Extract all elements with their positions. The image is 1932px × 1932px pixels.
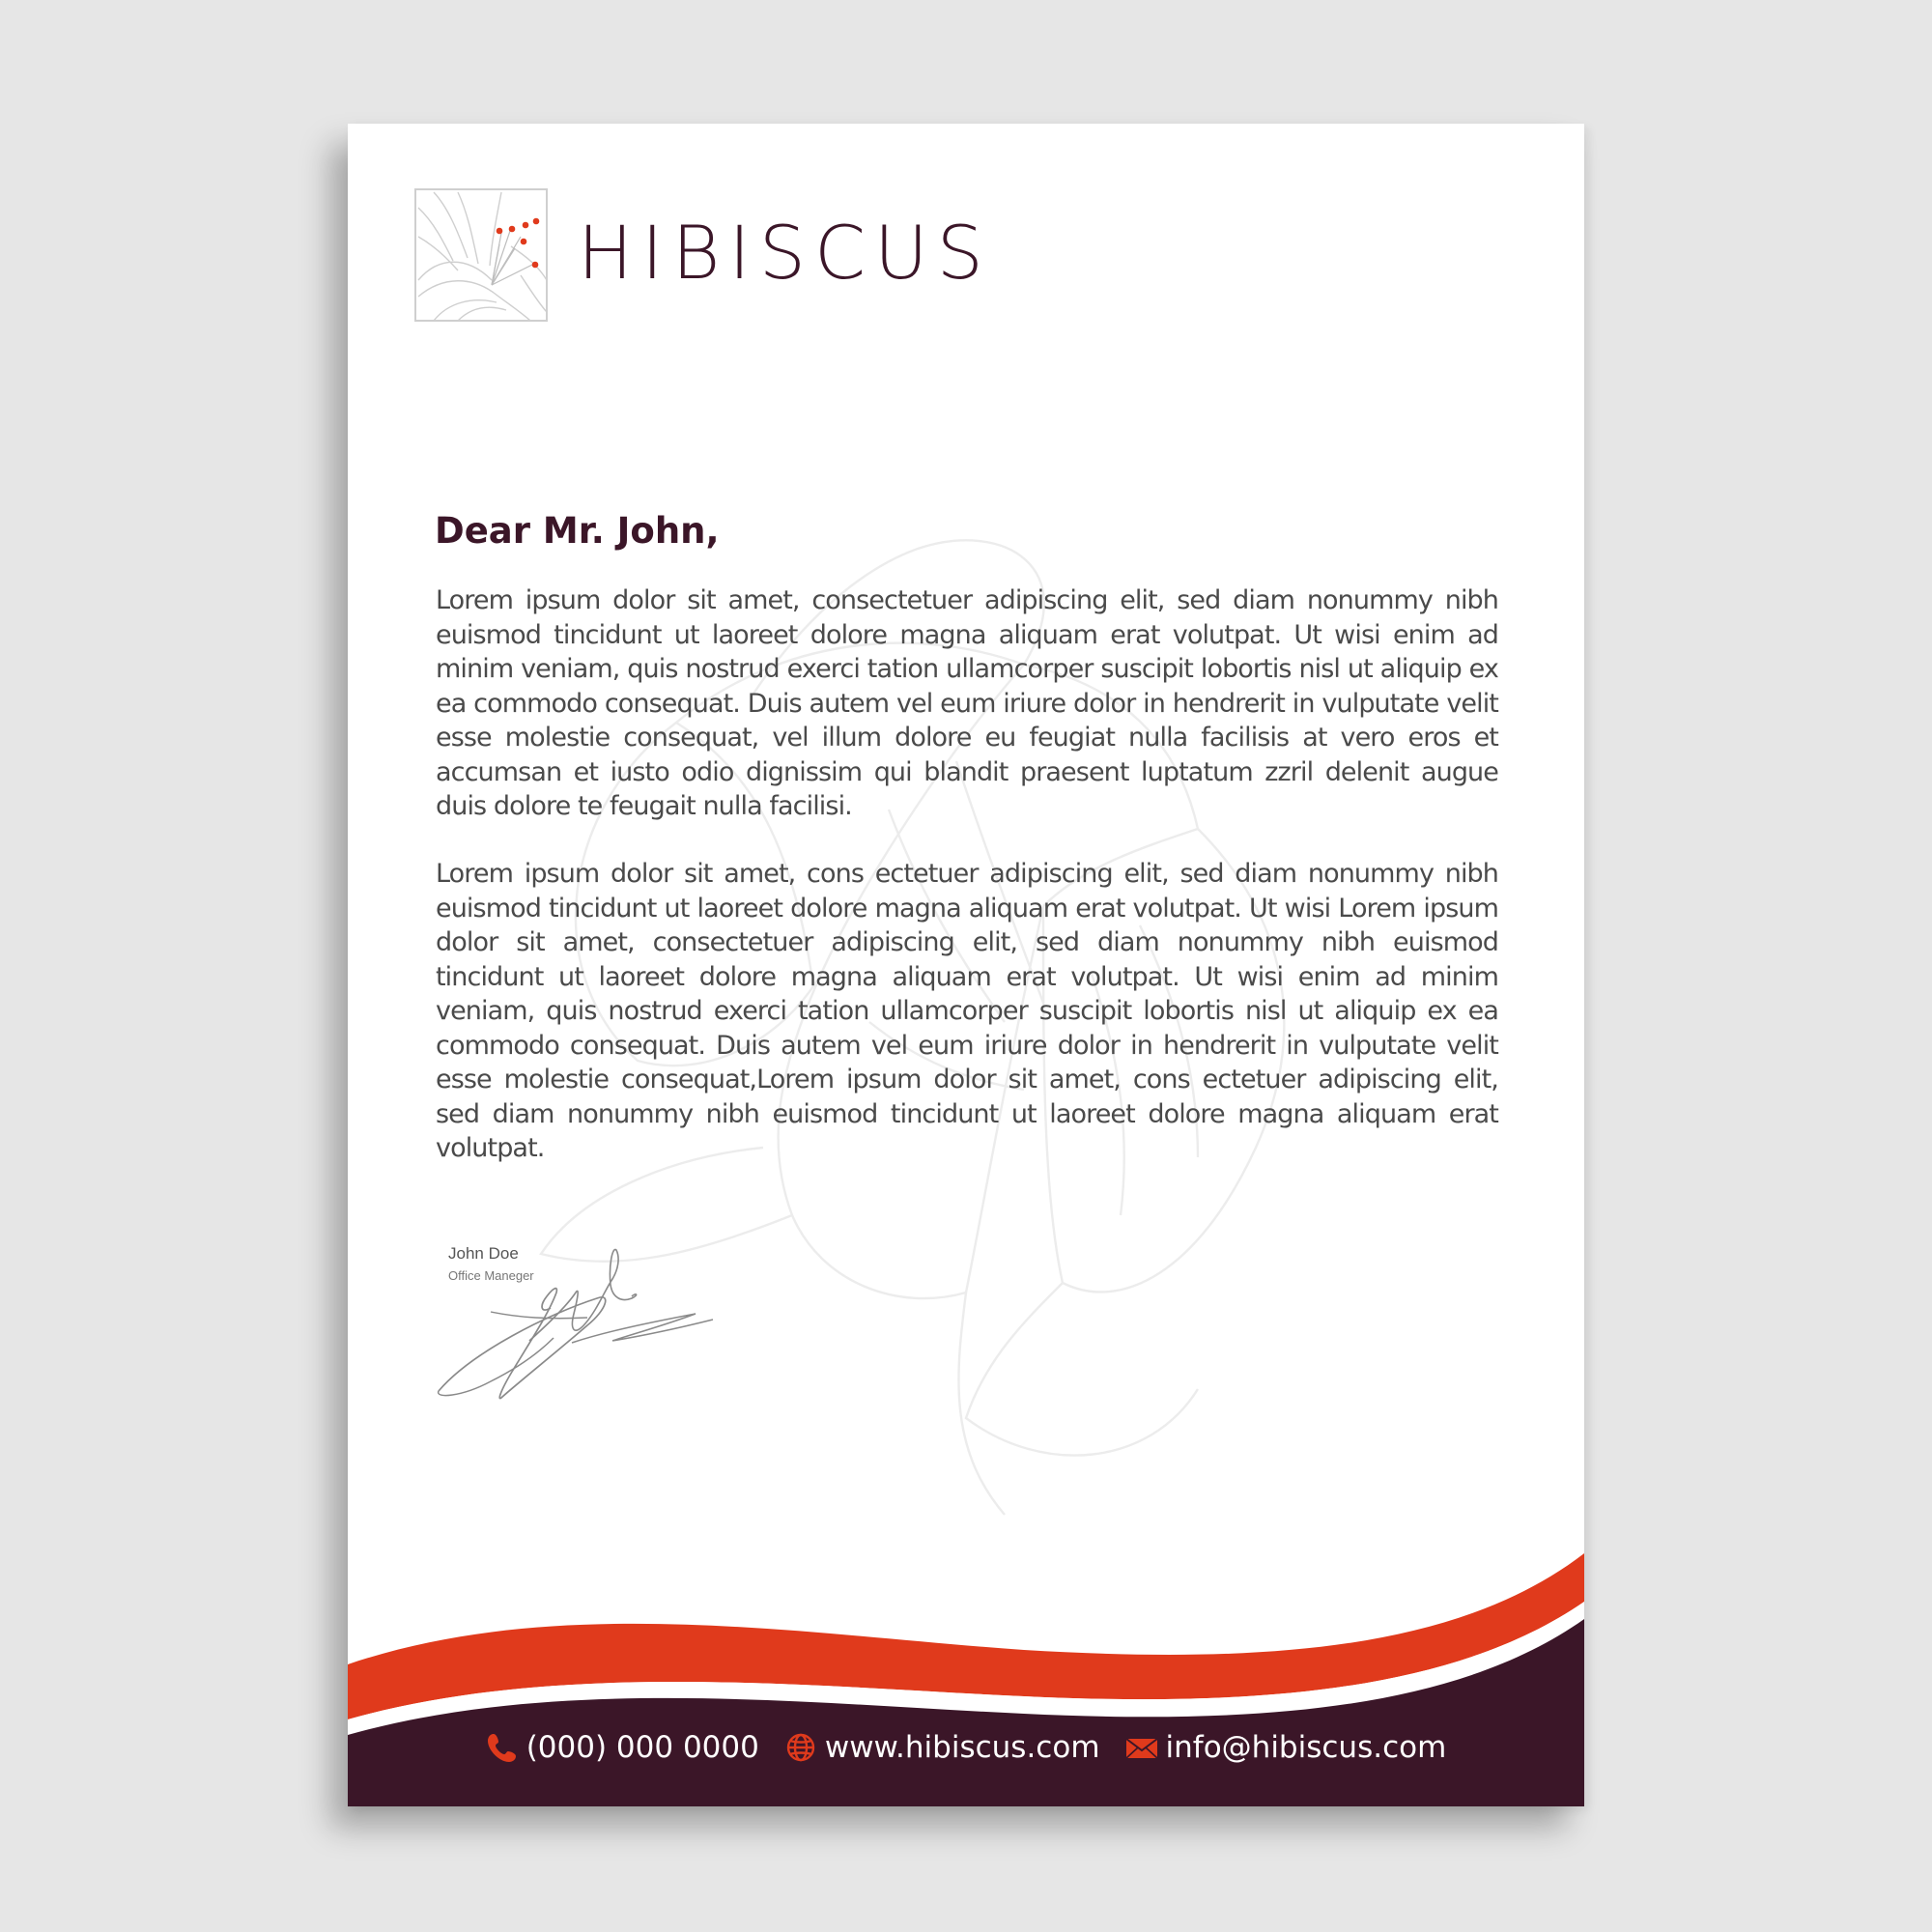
letter-paragraph-2: Lorem ipsum dolor sit amet, cons ectetuer adipiscing elit, sed diam nonummy nibh euismod tincidunt ut laoreet dolore magna aliquam erat volutpat. Ut wisi Lorem ipsum dolor sit amet, consectetuer adipiscing elit, sed diam nonummy nibh euismod tincidunt ut laoreet dolore magna aliquam erat volutpat. Ut wisi enim ad minim veniam, quis nostrud exerci tation ullamcorper suscipit lobortis nisl ut aliquip ex ea commodo consequat. Duis autem vel eum iriure dolor in hendrerit in vulputate velit esse molestie consequat,Lorem ipsum dolor sit amet, cons ectetuer adipiscing elit, sed diam nonummy nibh euismod tincidunt ut laoreet dolore magna aliquam erat volutpat. <box>436 859 1498 1163</box>
envelope-icon <box>1125 1731 1158 1764</box>
footer-website-link[interactable] <box>784 1730 1100 1765</box>
footer-phone-text: (000) 000 0000 <box>526 1730 759 1765</box>
globe-icon <box>784 1731 817 1764</box>
signer-title: Office Maneger <box>448 1268 534 1283</box>
hibiscus-logo-icon <box>414 188 548 322</box>
handwritten-signature <box>433 1236 723 1410</box>
footer-website-text: www.hibiscus.com <box>824 1730 1100 1765</box>
letter-salutation: Dear Mr. John, <box>435 510 720 552</box>
footer-contact-row <box>348 1723 1584 1772</box>
footer-email-link[interactable] <box>1125 1730 1447 1765</box>
footer-email-text: info@hibiscus.com <box>1165 1730 1447 1765</box>
signer-name: John Doe <box>448 1244 519 1263</box>
brand-name: HIBISCUS <box>578 210 992 296</box>
phone-icon <box>486 1731 519 1764</box>
letter-paragraph-1: Lorem ipsum dolor sit amet, consectetuer adipiscing elit, sed diam nonummy nibh euismod tincidunt ut laoreet dolore magna aliquam erat volutpat. Ut wisi enim ad minim veniam, quis nostrud exerci tation ullamcorper suscipit lobortis nisl ut aliquip ex ea commodo consequat. Duis autem vel eum iriure dolor in hendrerit in vulputate velit esse molestie consequat, vel illum dolore eu feugiat nulla facilisis at vero eros et accumsan et iusto odio dignissim qui blandit praesent luptatum zzril delenit augue duis dolore te feugait nulla facilisi. <box>436 585 1498 821</box>
letterhead-page <box>348 124 1584 1806</box>
footer-phone-link[interactable] <box>486 1730 759 1765</box>
